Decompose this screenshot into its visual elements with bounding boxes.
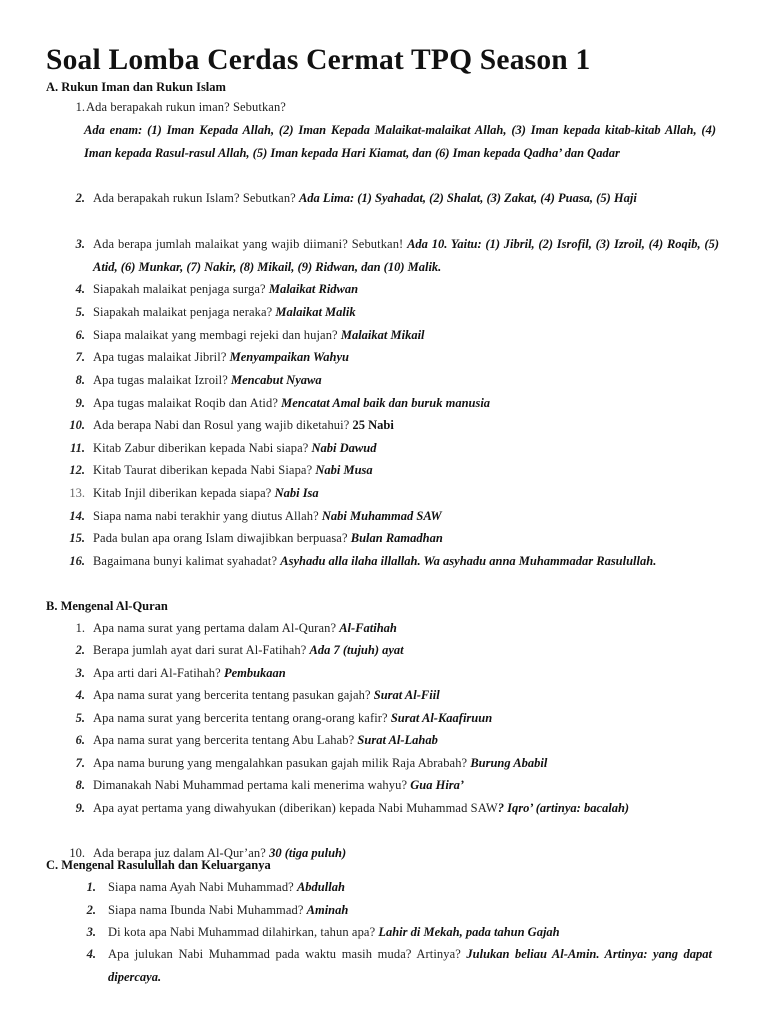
question-text: Kitab Zabur diberikan kepada Nabi siapa? [93, 441, 309, 455]
answer-text: Nabi Muhammad SAW [321, 509, 442, 523]
item-number: 10. [69, 418, 85, 432]
question-text: Berapa jumlah ayat dari surat Al-Fatihah? [93, 643, 307, 657]
answer-text: Ada 10. Yaitu: (1) Jibril, (2) Isrofil, (3) Izroil, (4) Roqib, (5) Atid, (6) Munkar, (7) Nakir, (8) Mikail, (9) Ridwan, dan (10) Malik. [93, 237, 719, 274]
item-number: 3. [75, 237, 85, 251]
page-title: Soal Lomba Cerdas Cermat TPQ Season 1 [46, 44, 591, 76]
question-text: Apa ayat pertama yang diwahyukan (diberikan) kepada Nabi Muhammad SAW [93, 801, 498, 815]
answer-text: Julukan beliau Al-Amin. Artinya: yang dapat dipercaya. [108, 947, 713, 984]
question-answer [93, 187, 719, 210]
item-number: 8. [75, 778, 85, 792]
item-number: 2. [86, 903, 96, 917]
question-answer [93, 233, 719, 278]
question-text: Kitab Injil diberikan kepada siapa? [93, 486, 272, 500]
question-text: Apa tugas malaikat Izroil? [93, 373, 228, 387]
question-text: Siapa nama Ayah Nabi Muhammad? [108, 880, 294, 894]
item-number: 3. [75, 666, 85, 680]
answer-text: Nabi Isa [274, 486, 319, 500]
answer-text: Gua Hira’ [410, 778, 465, 792]
question-text: Ada berapakah rukun Islam? Sebutkan? [93, 191, 296, 205]
item-number: 4. [75, 282, 85, 296]
question-text: Siapa nama nabi terakhir yang diutus Allah? [93, 509, 319, 523]
item-number: 2. [75, 643, 85, 657]
item-number: 13. [69, 486, 85, 500]
item-number: 10. [69, 846, 85, 860]
answer-text: Pembukaan [223, 666, 286, 680]
answer-text: Surat Al-Fiil [373, 688, 440, 702]
answer-text: Malaikat Ridwan [268, 282, 359, 296]
answer-text: Nabi Dawud [311, 441, 377, 455]
answer-text: Burung Ababil [470, 756, 548, 770]
question-text: Siapa nama Ibunda Nabi Muhammad? [108, 903, 304, 917]
item-number: 16. [69, 554, 85, 568]
answer-text: 30 (tiga puluh) [269, 846, 347, 860]
question-text: Ada berapa Nabi dan Rosul yang wajib diketahui? [93, 418, 350, 432]
item-number: 9. [75, 801, 85, 815]
section-heading-c: C. Mengenal Rasulullah dan Keluarganya [46, 858, 271, 872]
item-number: 15. [69, 531, 85, 545]
item-number: 1. [75, 621, 85, 635]
answer-text: Aminah [306, 903, 349, 917]
answer-text: 25 Nabi [352, 418, 394, 432]
answer-text: Menyampaikan Wahyu [229, 350, 349, 364]
question-text: Siapakah malaikat penjaga surga? [93, 282, 266, 296]
answer-text: Asyhadu alla ilaha illallah. Wa asyhadu anna Muhammadar Rasulullah. [280, 554, 657, 568]
question-text: Pada bulan apa orang Islam diwajibkan berpuasa? [93, 531, 348, 545]
item-number: 2. [75, 191, 85, 205]
answer-text: ? Iqro’ (artinya: bacalah) [497, 801, 630, 815]
answer-text: Ada enam: (1) Iman Kepada Allah, (2) Iman Kepada Malaikat-malaikat Allah, (3) Iman kepada kitab-kitab Allah, (4) Iman kepada Rasul-rasul Allah, (5) Iman kepada Hari Kiamat, dan (6) Iman kepada Qadha’ dan Qadar [84, 123, 716, 160]
item-number: 1. [75, 100, 85, 114]
item-number: 6. [75, 328, 85, 342]
item-number: 5. [75, 711, 85, 725]
question-text: Siapa malaikat yang membagi rejeki dan hujan? [93, 328, 338, 342]
question-text: Apa nama surat yang bercerita tentang Abu Lahab? [93, 733, 355, 747]
question-text: Ada berapa jumlah malaikat yang wajib diimani? Sebutkan! [93, 237, 404, 251]
question-text: Apa tugas malaikat Roqib dan Atid? [93, 396, 278, 410]
question-text: Apa nama surat yang pertama dalam Al-Quran? [93, 621, 337, 635]
section-heading-b: B. Mengenal Al-Quran [46, 599, 168, 613]
question-text: Siapakah malaikat penjaga neraka? [93, 305, 273, 319]
item-number: 4. [75, 688, 85, 702]
answer-text: Ada 7 (tujuh) ayat [309, 643, 404, 657]
question-text: Apa nama burung yang mengalahkan pasukan gajah milik Raja Abrabah? [93, 756, 468, 770]
question-text: Di kota apa Nabi Muhammad dilahirkan, tahun apa? [108, 925, 376, 939]
question-text: Apa nama surat yang bercerita tentang pasukan gajah? [93, 688, 371, 702]
item-number: 6. [75, 733, 85, 747]
item-number: 7. [75, 350, 85, 364]
item-number: 8. [75, 373, 85, 387]
answer-text: Nabi Musa [315, 463, 373, 477]
item-number: 7. [75, 756, 85, 770]
answer-text: Bulan Ramadhan [350, 531, 443, 545]
question-text: Apa nama surat yang bercerita tentang orang-orang kafir? [93, 711, 388, 725]
answer-text: Surat Al-Kaafiruun [390, 711, 493, 725]
question-text: Bagaimana bunyi kalimat syahadat? [93, 554, 278, 568]
section-heading-a: A. Rukun Iman dan Rukun Islam [46, 80, 226, 94]
answer-text: Abdullah [296, 880, 345, 894]
question-text: Dimanakah Nabi Muhammad pertama kali menerima wahyu? [93, 778, 408, 792]
answer-text: Mencatat Amal baik dan buruk manusia [281, 396, 491, 410]
item-number: 4. [86, 947, 96, 961]
item-number: 5. [75, 305, 85, 319]
question-text: Apa arti dari Al-Fatihah? [93, 666, 221, 680]
item-number: 14. [69, 509, 85, 523]
item-number: 9. [75, 396, 85, 410]
question-text: Ada berapakah rukun iman? Sebutkan? [86, 100, 286, 114]
item-number: 1. [86, 880, 96, 894]
item-number: 3. [86, 925, 96, 939]
question-text: Ada berapa juz dalam Al-Qur’an? [93, 846, 266, 860]
question-text: Kitab Taurat diberikan kepada Nabi Siapa? [93, 463, 313, 477]
answer-text: Lahir di Mekah, pada tahun Gajah [378, 925, 560, 939]
question-text: Apa tugas malaikat Jibril? [93, 350, 227, 364]
answer-text: Mencabut Nyawa [230, 373, 322, 387]
answer-text: Ada Lima: (1) Syahadat, (2) Shalat, (3) Zakat, (4) Puasa, (5) Haji [298, 191, 637, 205]
item-number: 11. [70, 441, 85, 455]
answer-text: Malaikat Malik [275, 305, 356, 319]
item-number: 12. [69, 463, 85, 477]
answer-text: Malaikat Mikail [340, 328, 425, 342]
question-text: Apa julukan Nabi Muhammad pada waktu masih muda? Artinya? [108, 947, 461, 961]
answer-text: Surat Al-Lahab [357, 733, 438, 747]
answer-text: Al-Fatihah [339, 621, 397, 635]
